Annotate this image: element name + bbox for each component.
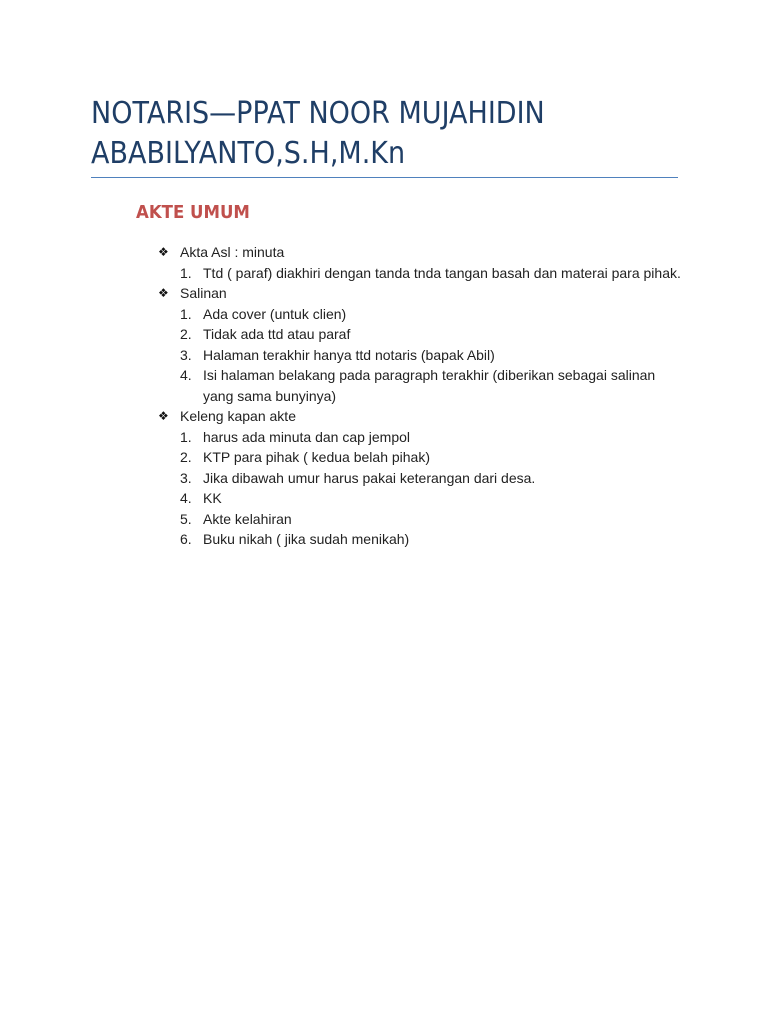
list-item	[158, 488, 688, 509]
list-item-text: Isi halaman belakang pada paragraph terakhir (diberikan sebagai salinan yang sama bunyinya)	[203, 367, 656, 404]
diamond-bullet-icon: ❖	[158, 245, 169, 259]
document-title-line-1: NOTARIS—PPAT NOOR MUJAHIDIN	[91, 96, 545, 131]
list-item-number: 2.	[180, 326, 192, 342]
bullet-label: Akta Asl : minuta	[180, 244, 285, 260]
list-item-text: Halaman terakhir hanya ttd notaris (bapak Abil)	[203, 346, 495, 363]
list-item	[158, 324, 688, 345]
list-item-number: 4.	[180, 367, 192, 383]
list-item-text: Akte kelahiran	[203, 510, 292, 527]
numbered-list	[158, 427, 688, 550]
list-item-number: 2.	[180, 449, 192, 465]
list-item-number: 3.	[180, 469, 192, 486]
bullet-label: Salinan	[180, 285, 227, 301]
list-item	[158, 427, 688, 448]
list-item	[158, 365, 688, 406]
document-title	[91, 94, 622, 174]
list-item-text: KK	[203, 490, 222, 506]
list-item-text: Jika dibawah umur harus pakai keterangan dari desa.	[203, 469, 536, 486]
list-item	[158, 529, 688, 550]
document-title-line-2: ABABILYANTO,S.H,M.Kn	[91, 136, 406, 171]
list-item	[158, 509, 688, 530]
bullet-item	[158, 242, 688, 263]
numbered-list	[158, 304, 688, 407]
list-item-number: 5.	[180, 510, 192, 527]
list-item	[158, 304, 688, 325]
list-item-text: KTP para pihak ( kedua belah pihak)	[203, 449, 430, 465]
list-item-text: Buku nikah ( jika sudah menikah)	[203, 531, 410, 547]
numbered-list	[158, 263, 688, 284]
list-item	[158, 345, 688, 366]
list-item-text: harus ada minuta dan cap jempol	[203, 428, 411, 445]
list-item-number: 1.	[180, 428, 192, 445]
list-item-text: Ttd ( paraf) diakhiri dengan tanda tnda tangan basah dan materai para pihak.	[203, 264, 681, 281]
section-heading: AKTE UMUM	[136, 202, 250, 223]
list-item	[158, 468, 688, 489]
list-item	[158, 263, 688, 284]
bullet-label: Keleng kapan akte	[180, 408, 296, 424]
list-item-number: 1.	[180, 305, 192, 322]
title-divider	[91, 177, 678, 178]
bullet-item	[158, 283, 688, 304]
list-item-text: Ada cover (untuk clien)	[203, 305, 347, 322]
diamond-bullet-icon: ❖	[158, 286, 169, 300]
bullet-item	[158, 406, 688, 427]
list-item-number: 3.	[180, 346, 192, 363]
list-item-number: 6.	[180, 531, 192, 547]
list-item-text: Tidak ada ttd atau paraf	[203, 326, 351, 342]
list-item-number: 1.	[180, 264, 192, 281]
list-item	[158, 447, 688, 468]
list-item-number: 4.	[180, 490, 192, 506]
content-list	[158, 242, 688, 550]
diamond-bullet-icon: ❖	[158, 409, 169, 423]
